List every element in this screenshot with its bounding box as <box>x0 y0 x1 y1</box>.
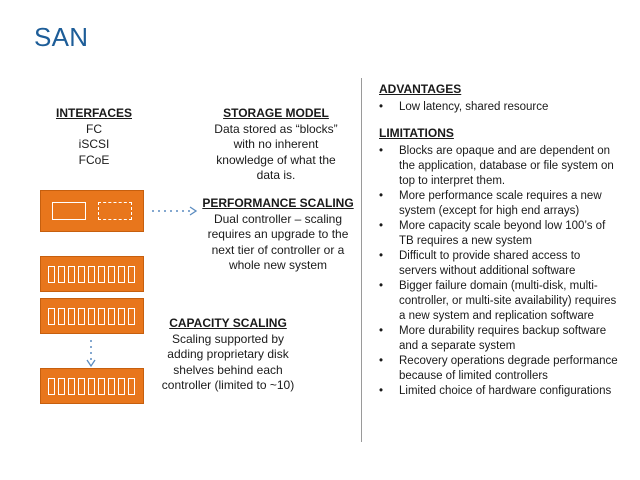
performance-scaling-line: Dual controller – scaling <box>213 211 343 226</box>
disk-row <box>48 266 135 283</box>
disk-icon <box>88 308 95 325</box>
storage-model-block <box>196 106 356 184</box>
capacity-scaling-line: shelves behind each <box>173 362 283 377</box>
disk-icon <box>98 266 105 283</box>
disk-icon <box>108 308 115 325</box>
storage-model-line: data is. <box>256 168 296 182</box>
capacity-scaling-heading: CAPACITY SCALING <box>169 316 287 330</box>
disk-row <box>48 308 135 325</box>
disk-icon <box>48 266 55 283</box>
disk-icon <box>48 308 55 325</box>
storage-model-line: with no inherent <box>233 137 319 151</box>
disk-icon <box>128 266 135 283</box>
slide-title: SAN <box>34 22 89 52</box>
capacity-scaling-block <box>148 316 308 394</box>
advantages-section <box>379 82 619 115</box>
disk-icon <box>58 308 65 325</box>
column-divider <box>361 78 362 442</box>
limitation-item: • Limited choice of hardware configurations <box>379 384 619 399</box>
dual-controller-box <box>40 190 144 232</box>
disk-icon <box>88 378 95 395</box>
disk-icon <box>68 378 75 395</box>
storage-model-line: knowledge of what the <box>216 152 336 167</box>
disk-icon <box>108 266 115 283</box>
controller-slot-upgrade <box>98 202 132 220</box>
disk-icon <box>128 378 135 395</box>
capacity-scaling-line: adding proprietary disk <box>167 347 289 361</box>
limitation-item: • Blocks are opaque and are dependent on the application, database or file system on top to interpret them. <box>379 144 619 189</box>
disk-icon <box>128 308 135 325</box>
disk-icon <box>118 266 125 283</box>
advantage-item: • Low latency, shared resource <box>379 100 619 115</box>
limitation-item: • Recovery operations degrade performance because of limited controllers <box>379 354 619 384</box>
disk-icon <box>78 308 85 325</box>
disk-icon <box>58 378 65 395</box>
disk-icon <box>118 308 125 325</box>
limitation-item: • More capacity scale beyond low 100’s of TB requires a new system <box>379 219 619 249</box>
limitation-item: • Bigger failure domain (multi-disk, multi-controller, or multi-site availability) requires a new system and replication software <box>379 279 619 324</box>
capacity-scaling-line: Scaling supported by <box>171 331 285 346</box>
performance-scaling-line: requires an upgrade to the <box>207 227 349 241</box>
disk-icon <box>68 308 75 325</box>
performance-scaling-heading: PERFORMANCE SCALING <box>202 196 354 210</box>
capacity-arrow-icon <box>84 338 98 370</box>
storage-model-line: Data stored as “blocks” <box>214 121 338 136</box>
disk-shelf <box>40 368 144 404</box>
disk-icon <box>78 378 85 395</box>
disk-icon <box>48 378 55 395</box>
interface-item: FC <box>86 121 102 136</box>
disk-icon <box>108 378 115 395</box>
disk-icon <box>98 378 105 395</box>
interfaces-block <box>44 106 144 168</box>
performance-arrow-icon <box>150 204 202 218</box>
disk-icon <box>78 266 85 283</box>
controller-slot-active <box>52 202 86 220</box>
disk-shelf <box>40 298 144 334</box>
disk-icon <box>68 266 75 283</box>
performance-scaling-block <box>196 196 360 274</box>
limitation-item: • Difficult to provide shared access to servers without additional software <box>379 249 619 279</box>
limitation-item: • More durability requires backup software and a separate system <box>379 324 619 354</box>
limitations-section <box>379 126 619 399</box>
interface-item: FCoE <box>78 152 110 167</box>
advantages-list <box>379 100 619 115</box>
disk-icon <box>118 378 125 395</box>
limitations-list <box>379 144 619 399</box>
disk-shelf <box>40 256 144 292</box>
performance-scaling-line: whole new system <box>228 258 328 272</box>
storage-model-heading: STORAGE MODEL <box>223 106 329 120</box>
performance-scaling-line: next tier of controller or a <box>211 242 345 257</box>
disk-row <box>48 378 135 395</box>
limitation-item: • More performance scale requires a new system (except for high end arrays) <box>379 189 619 219</box>
interfaces-heading: INTERFACES <box>55 106 132 120</box>
advantages-heading: ADVANTAGES <box>379 82 462 96</box>
interface-item: iSCSI <box>78 137 110 151</box>
disk-icon <box>58 266 65 283</box>
disk-icon <box>88 266 95 283</box>
capacity-scaling-line: controller (limited to ~10) <box>161 378 295 392</box>
limitations-heading: LIMITATIONS <box>379 126 454 140</box>
disk-icon <box>98 308 105 325</box>
